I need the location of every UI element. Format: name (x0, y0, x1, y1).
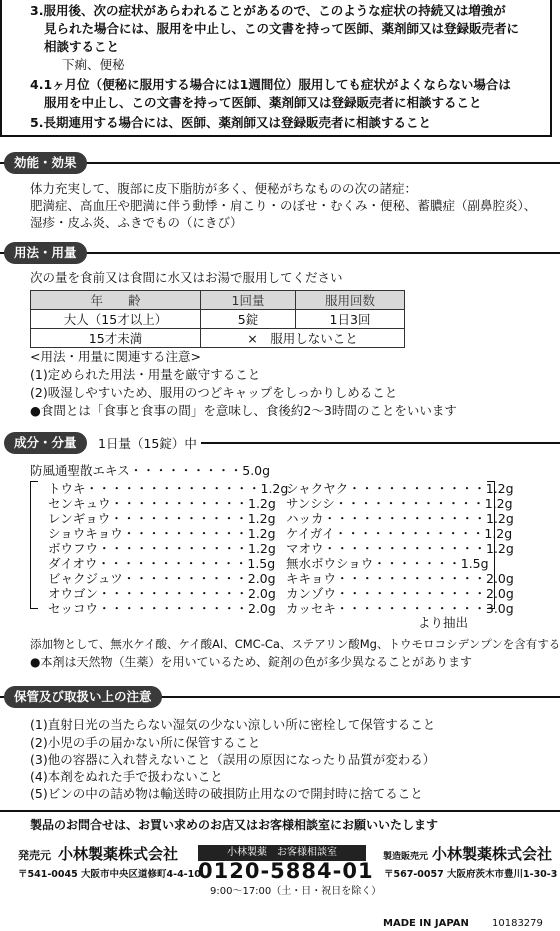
dosage-table-cell: × 服用しないこと (201, 329, 405, 348)
efficacy-line: 体力充実して、腹部に皮下脂肪が多く、便秘がちなものの次の諸症： (30, 181, 418, 196)
dosage-table (30, 290, 405, 348)
phone-number: 0120-5884-01 (198, 859, 374, 883)
seller-label: 発売元 (18, 849, 51, 862)
maker-label: 製造販売元 (383, 852, 429, 862)
dosage-table-cell: 1日3回 (296, 310, 405, 329)
dosage-intro: 次の量を食前又は食間に水又はお湯で服用してください (30, 270, 343, 285)
ingredient-item: ダイオウ・・・・・・・・・・・・1.5g (48, 556, 276, 571)
storage-title: 保管及び取扱い上の注意 (4, 686, 162, 708)
ingredient-item: レンギョウ・・・・・・・・・・・1.2g (48, 511, 276, 526)
warning-line: 3.服用後、次の症状があらわれることがあるので、このような症状の持続又は増強が (30, 3, 506, 18)
ingredient-item: ハッカ・・・・・・・・・・・・・1.2g (286, 511, 514, 526)
storage-item: (5)ビンの中の詰め物は輸送時の破損防止用なので開封時に捨てること (30, 786, 423, 801)
contact-header: 小林製薬 お客様相談室 (198, 845, 366, 861)
storage-item: (2)小児の手の届かない所に保管すること (30, 735, 261, 750)
maker-name: 小林製薬株式会社 (432, 845, 553, 863)
ingredient-additives: 添加物として、無水ケイ酸、ケイ酸Al、CMC-Ca、ステアリン酸Mg、トウモロコシデンプンを含有する (30, 637, 560, 651)
warning-line: 5.長期連用する場合には、医師、薬剤師又は登録販売者に相談すること (30, 115, 431, 130)
efficacy-section-header (0, 152, 560, 174)
ingredient-item: セッコウ・・・・・・・・・・・・2.0g (48, 601, 276, 616)
storage-section-header (0, 686, 560, 708)
ingredient-main: 防風通聖散エキス・・・・・・・・・5.0g (30, 463, 271, 478)
ingredient-item: オウゴン・・・・・・・・・・・・2.0g (48, 586, 276, 601)
dosage-table-header: 1回量 (201, 291, 296, 310)
dosage-note: ●食間とは「食事と食事の間」を意味し、食後約2～3時間のことをいいます (30, 403, 457, 418)
origin-text: MADE IN JAPAN (383, 918, 469, 929)
ingredient-item: トウキ・・・・・・・・・・・・・・1.2g (48, 481, 289, 496)
dosage-table-header: 年 齢 (31, 291, 201, 310)
warning-line: 服用を中止し、この文書を持って医師、薬剤師又は登録販売者に相談すること (44, 95, 482, 110)
ingredient-list (30, 481, 514, 616)
ingredient-item: ビャクジュツ・・・・・・・・・・2.0g (48, 571, 276, 586)
storage-item: (4)本剤をぬれた手で扱わないこと (30, 769, 223, 784)
storage-item: (3)他の容器に入れ替えないこと（誤用の原因になったり品質が変わる） (30, 752, 436, 767)
dosage-table-cell: 大人（15才以上） (31, 310, 201, 329)
inquiry-text: 製品のお問合せは、お買い求めのお店又はお客様相談室にお願いいたします (30, 818, 439, 832)
ingredients-title: 成分・分量 (4, 432, 87, 454)
ingredient-item: ケイガイ・・・・・・・・・・・・1.2g (286, 526, 513, 541)
storage-item: (1)直射日光の当たらない湿気の少ない涼しい所に密栓して保管すること (30, 717, 436, 732)
dosage-section-header (0, 242, 560, 264)
efficacy-line: 湿疹・皮ふ炎、ふきでもの（にきび） (30, 215, 243, 230)
contact-hours: 9:00～17:00（土・日・祝日を除く） (210, 886, 382, 897)
ingredient-item: ショウキョウ・・・・・・・・・・1.2g (48, 526, 276, 541)
ingredient-note: ●本剤は天然物（生薬）を用いているため、錠剤の色が多少異なることがあります (30, 655, 472, 669)
efficacy-title: 効能・効果 (4, 152, 87, 174)
ingredient-item: 無水ボウショウ・・・・・・・1.5g (286, 556, 489, 571)
maker-address: 〒567-0057 大阪府茨木市豊川1-30-3 (384, 869, 558, 880)
seller-name: 小林製薬株式会社 (58, 845, 179, 863)
dosage-note: (2)吸湿しやすいため、服用のつどキャップをしっかりしめること (30, 385, 398, 400)
dosage-title: 用法・用量 (4, 242, 87, 264)
ingredient-extract: より抽出 (418, 615, 469, 630)
ingredient-item: シャクヤク・・・・・・・・・・・1.2g (286, 481, 514, 496)
warning-line: 4.1ヶ月位（便秘に服用する場合には1週間位）服用しても症状がよくならない場合は (30, 77, 511, 92)
dosage-table-header: 服用回数 (296, 291, 405, 310)
efficacy-line: 肥満症、高血圧や肥満に伴う動悸・肩こり・のぼせ・むくみ・便秘、蓄膿症（副鼻腔炎）、 (30, 198, 537, 213)
ingredients-section-header (0, 432, 560, 454)
dosage-table-cell: 15才未満 (31, 329, 201, 348)
warning-line: 見られた場合には、服用を中止し、この文書を持って医師、薬剤師又は登録販売者に (44, 21, 520, 36)
ingredients-daily: 1日量（15錠）中 (94, 434, 201, 452)
product-code: 10183279 (492, 918, 543, 929)
bracket-left (30, 481, 38, 609)
footer-divider (0, 810, 560, 812)
warning-line: 相談すること (44, 39, 120, 54)
dosage-note: (1)定められた用法・用量を厳守すること (30, 367, 261, 382)
dosage-table-cell: 5錠 (201, 310, 296, 329)
ingredient-item: ボウフウ・・・・・・・・・・・・1.2g (48, 541, 276, 556)
ingredient-item: カンゾウ・・・・・・・・・・・・2.0g (286, 586, 514, 601)
warning-line: 下痢、便秘 (62, 57, 125, 72)
ingredient-item: サンシシ・・・・・・・・・・・・1.2g (286, 496, 513, 511)
dosage-notes-title: <用法・用量に関連する注意> (30, 349, 201, 364)
ingredient-item: マオウ・・・・・・・・・・・・・1.2g (286, 541, 514, 556)
seller-address: 〒541-0045 大阪市中央区道修町4-4-10 (18, 869, 201, 880)
ingredient-item: カッセキ・・・・・・・・・・・・3.0g (286, 601, 514, 616)
ingredient-item: キキョウ・・・・・・・・・・・・2.0g (286, 571, 514, 586)
ingredient-item: センキュウ・・・・・・・・・・・1.2g (48, 496, 276, 511)
